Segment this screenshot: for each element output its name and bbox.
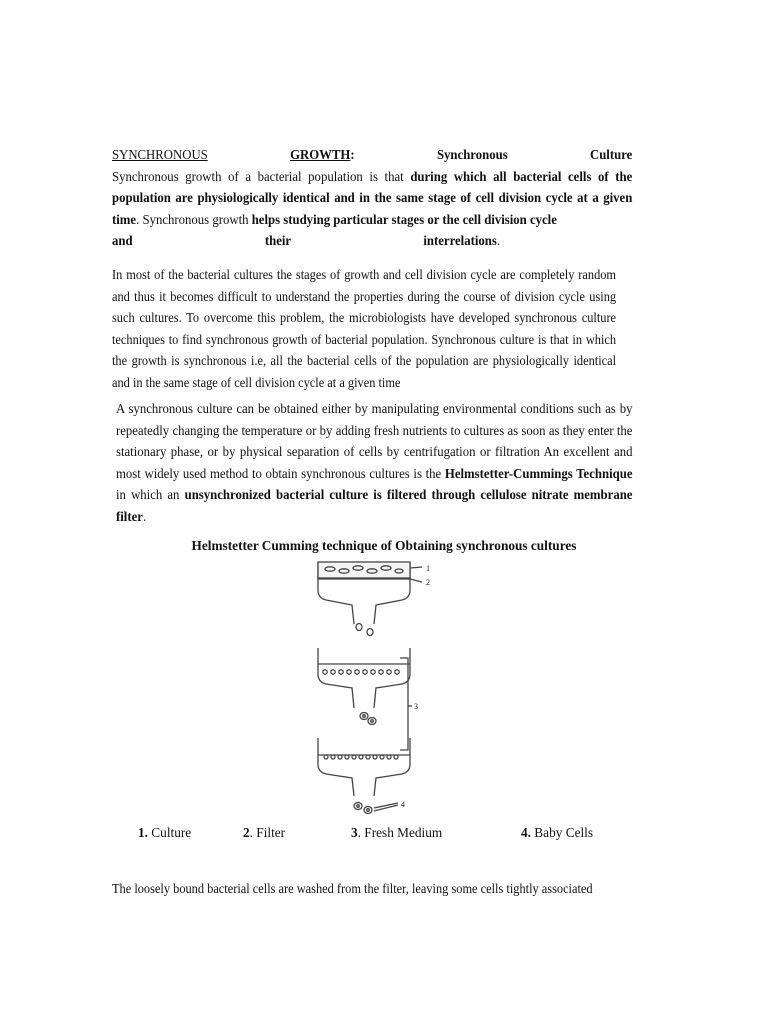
callout-4 bbox=[401, 800, 405, 809]
callout-1 bbox=[426, 564, 430, 573]
legend-item-fresh-medium: 3. Fresh Medium bbox=[351, 825, 443, 840]
heading-sub-culture: Culture bbox=[589, 147, 633, 162]
heading-sub-synchronous: Synchronous bbox=[436, 147, 508, 162]
heading-growth: GROWTH: bbox=[290, 147, 355, 162]
svg-text:3: 3 bbox=[414, 702, 418, 711]
legend-item-culture: 1. Culture bbox=[138, 825, 192, 840]
svg-text:1: 1 bbox=[426, 564, 430, 573]
legend-item-filter: 2. Filter bbox=[243, 825, 286, 840]
technique-paragraph: A synchronous culture can be obtained either by manipulating environmental conditions such as by repeatedly changing the temperature or by adding fresh nutrients to cultures as soon as they enter the stationary phase, or by physical separation of cells by centrifugation or filtration An excellent and most widely used method to obtain synchronous cultures is the Helmstetter-Cummings Technique in which an unsynchronized bacterial culture is filtered through cellulose nitrate membrane filter. bbox=[116, 401, 633, 524]
intro-last-line: and their interrelations. bbox=[112, 233, 501, 248]
callout-2 bbox=[426, 578, 430, 587]
section-heading-line bbox=[112, 144, 632, 166]
helmstetter-diagram bbox=[300, 560, 450, 820]
legend-item-baby-cells: 4. Baby Cells bbox=[521, 825, 594, 840]
random-cultures-paragraph: In most of the bacterial cultures the stages of growth and cell division cycle are completely random and thus it becomes difficult to understand the properties during the course of division cycle using such cultures. To overcome this problem, the microbiologists have developed synchronous culture techniques to find synchronous growth of bacterial population. Synchronous culture is that in which the growth is synchronous i.e, all the bacterial cells of the population are physiologically identical and in the same stage of cell division cycle at a given time bbox=[112, 267, 617, 390]
svg-text:2: 2 bbox=[426, 578, 430, 587]
callout-3 bbox=[414, 702, 418, 711]
figure-title: Helmstetter Cumming technique of Obtaining synchronous cultures bbox=[191, 538, 577, 553]
intro-body: Synchronous growth of a bacterial population is that during which all bacterial cells of the population are physiologically identical and in the same stage of cell division cycle at a given time. Synchronous growth helps studying particular stages or the cell division cycle bbox=[112, 168, 633, 227]
funnel-culture bbox=[318, 562, 422, 624]
washing-paragraph: The loosely bound bacterial cells are washed from the filter, leaving some cells tightly associated bbox=[112, 881, 593, 896]
heading-word-synchronous: SYNCHRONOUS bbox=[112, 147, 208, 162]
svg-text:4: 4 bbox=[401, 800, 405, 809]
funnel-fresh-medium bbox=[318, 738, 410, 796]
funnel-filter-washing bbox=[318, 648, 410, 708]
intro-paragraph bbox=[112, 144, 632, 252]
